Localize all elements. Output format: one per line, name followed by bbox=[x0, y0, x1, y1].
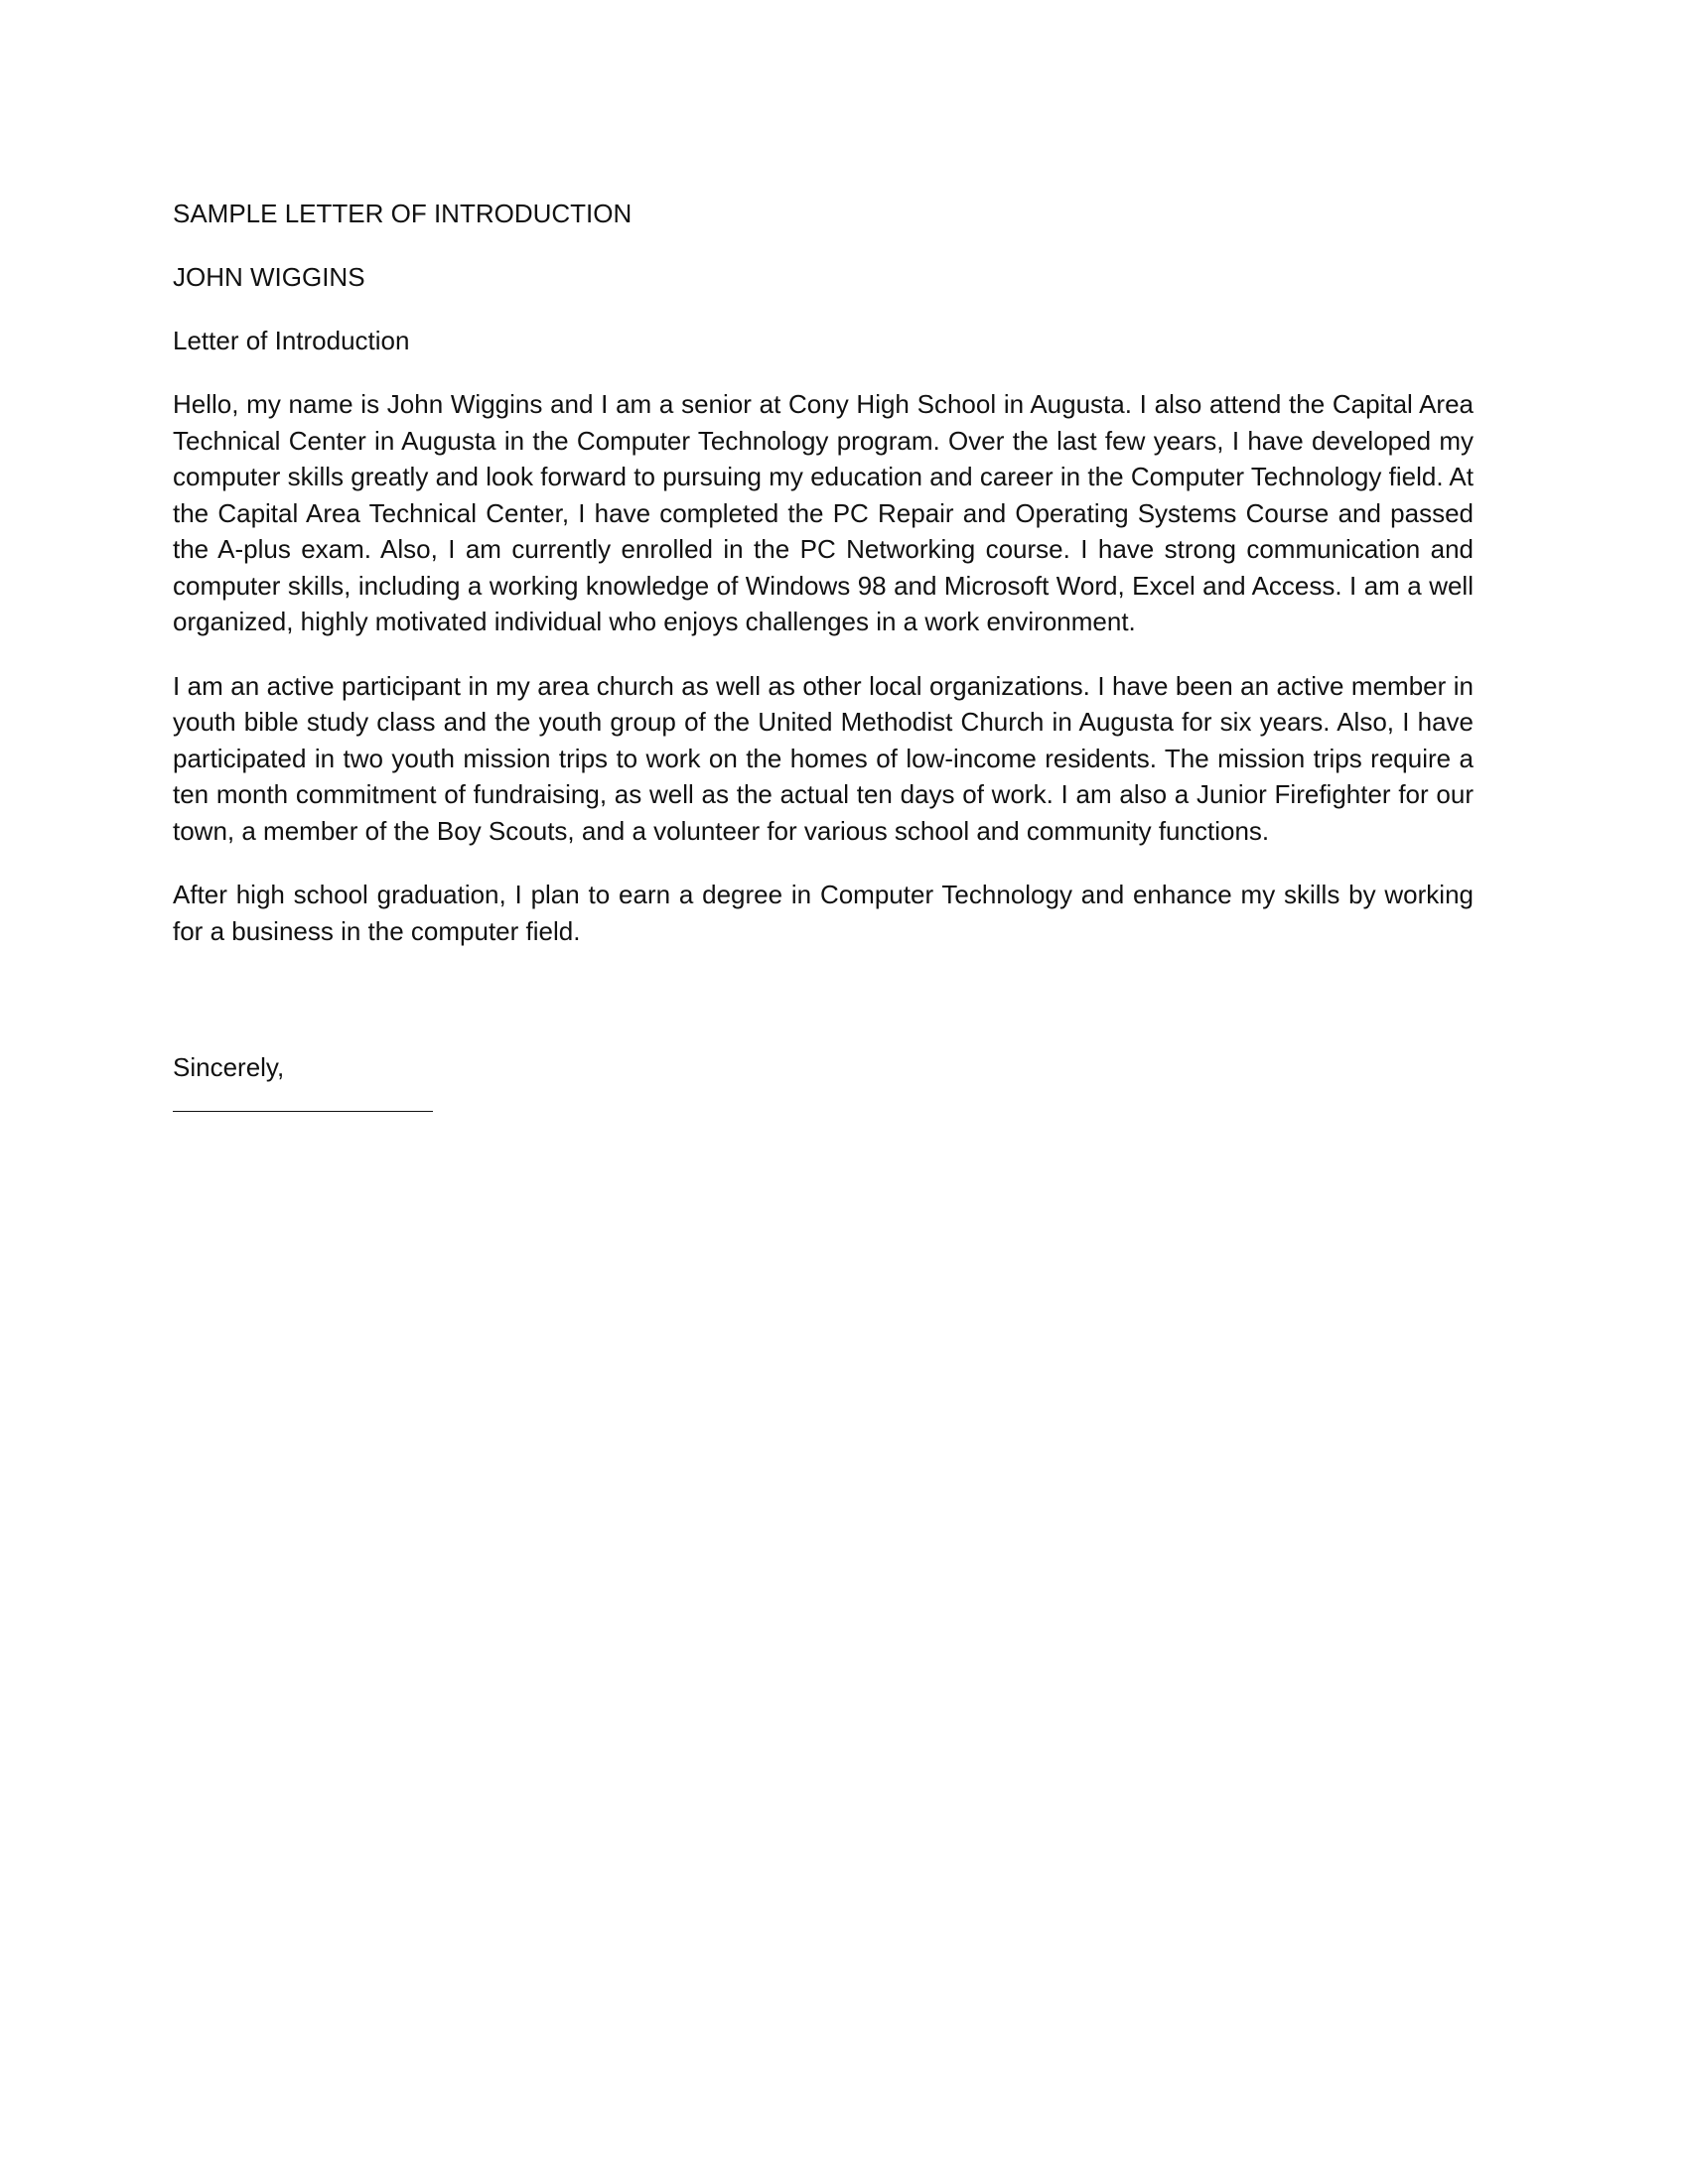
closing-salutation: Sincerely, bbox=[173, 1052, 285, 1082]
paragraph-activities: I am an active participant in my area church as well as other local organizations. I have been an active member in youth bible study class and the youth group of the United Methodist Church in Augusta for six years. Also, I have participated in two youth mission trips to work on the homes of low-income residents. The mission trips require a ten month commitment of fundraising, as well as the actual ten days of work. I am also a Junior Firefighter for our town, a member of the Boy Scouts, and a volunteer for various school and community functions. bbox=[173, 670, 1474, 846]
document-title: SAMPLE LETTER OF INTRODUCTION bbox=[173, 199, 633, 228]
paragraph-introduction: Hello, my name is John Wiggins and I am a senior at Cony High School in Augusta. I also attend the Capital Area Technical Center in Augusta in the Computer Technology program. Over the last few years, I have developed my computer skills greatly and look forward to pursuing my education and career in the Computer Technology field. At the Capital Area Technical Center, I have completed the PC Repair and Operating Systems Course and passed the A-plus exam. Also, I am currently enrolled in the PC Networking course. I have strong communication and computer skills, including a working knowledge of Windows 98 and Microsoft Word, Excel and Access. I am a well organized, highly motivated individual who enjoys challenges in a work environment. bbox=[173, 389, 1474, 636]
author-name: JOHN WIGGINS bbox=[173, 262, 365, 292]
letter-subject: Letter of Introduction bbox=[173, 326, 410, 355]
signature-line bbox=[173, 1111, 433, 1112]
letter-page bbox=[173, 196, 1474, 1112]
paragraph-plans: After high school graduation, I plan to earn a degree in Computer Technology and enhance my skills by working for a business in the computer field. bbox=[173, 880, 1474, 946]
